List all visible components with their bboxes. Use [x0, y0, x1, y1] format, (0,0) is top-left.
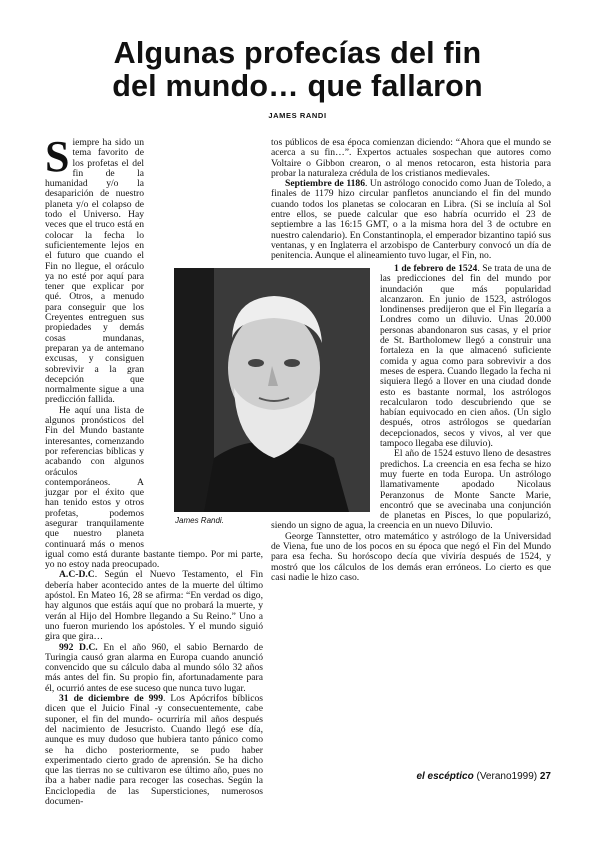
article-title [0, 37, 595, 103]
page-number: 27 [539, 771, 551, 782]
issue-label: (Verano1999) [476, 771, 538, 782]
drop-cap: S [45, 132, 70, 181]
paragraph-lead: A.C-D.C [59, 569, 95, 581]
title-line-1: Algunas profecías del fin [113, 36, 482, 70]
paragraph-lead: 992 D.C. [59, 641, 98, 653]
portrait-image [174, 268, 370, 512]
photo-caption: James Randi. [175, 516, 224, 525]
paragraph-lead: Septiembre de 1186 [285, 178, 365, 190]
portrait-photo [174, 268, 370, 512]
paragraph: He aquí una lista de algunos pronósticos del Fin del Mundo bastante interesantes, comenzando por referencias bíblicas y acabando con algunos oráculos contemporáneos. A juzgar por el éxito que han tenido estos y otros profetas, podemos asegurar tranquilamente que nuestro planeta continuará más o menos igual como está durante bastante tiempo. Por mi parte, yo no estoy nada preocupado. [45, 404, 263, 571]
paragraph: 992 D.C. En el año 960, el sabio Bernardo de Turingia causó gran alarma en Europa cuando anunció convencido que su cálculo daba al mundo sólo 32 años más antes del fin. Su propio fin, afortunadamente para él, ocurrió antes de ese suceso que nunca tuvo lugar. [45, 641, 263, 694]
page-footer [416, 771, 551, 782]
paragraph: Septiembre de 1186. Un astrólogo conocido como Juan de Toledo, a finales de 1179 hizo circular panfletos anunciando el fin del mundo cuando todos los planetas se colocaran en Libra. (Si se incluía al Sol entre ellos, se puede calcular que eso habría ocurrido el 23 de septiembre a las 16:15 GMT, o a la misma hora del 3 de octubre en nuestro calendario). En Constantinopla, el emperador bizantino tapió sus ventanas, y en Inglaterra el arzobispo de Canterbury convocó un día de penitencia. Aunque el alineamiento tuvo lugar, el Fin, no. [271, 178, 551, 262]
paragraph: 31 de diciembre de 999. Los Apócrifos bíblicos dicen que el Juicio Final -y consecuentemente, cabe suponer, el fin del mundo- ocurriría mil años después del nacimiento de Jesucristo. Cuando llegó ese día, aunque es muy dudoso que hubiera tanto pánico como se ha dicho posteriormente, se pudo haber experimentado cierto grado de aprensión. Se ha dicho que las tierras no se cultivaron ese último año, pues no iba a haber nadie para recoger las cosechas. Según la Enciclopedia de las Supersticiones, numerosos documen- [45, 693, 264, 807]
paragraph: tos públicos de esa época comienzan diciendo: “Ahora que el mundo se acerca a su fin…”. Expertos actuales sospechan que autores como Voltaire o Gibbon crearon, o al menos retocaron, esta historia para probar la naturaleza crédula de los cristianos medievales. [271, 137, 551, 179]
paragraph: 1 de febrero de 1524. Se trata de una de las predicciones del fin del mundo por inundación que más popularidad alcanzaron. En junio de 1523, astrólogos londinenses predijeron que el Fin llegaría a Londres como un diluvio. Unas 20.000 personas abandonaron sus casas, y el prior de St. Bartholomew llegó a construir una fortaleza en la que almacenó suficiente comida y agua como para sobrevivir a dos meses de espera. Cuando llegado la fecha ni siquiera llegó a llover en una ciudad donde esto es bastante normal, los astrólogos recalcularon todo descubriendo que se habían equivocado en cien años. (Un siglo después, otros astrólogos se quedarían decepcionados, secos y vivos, al ver que tampoco llegaba ese diluvio). [380, 263, 551, 450]
paragraph: George Tannstetter, otro matemático y astrólogo de la Universidad de Viena, fue uno de los pocos en su época que negó el Fin del Mundo para esa fecha. Su horóscopo decía que viviría después de 1524, y mostró que los cálculos de los demás eran erróneos. Lo cierto es que casi nadie le hizo caso. [271, 530, 551, 583]
author-byline: JAMES RANDI [268, 111, 327, 120]
column-text [271, 138, 551, 262]
paragraph: A.C-D.C. Según el Nuevo Testamento, el Fin debería haber acontecido antes de la muerte del último apóstol. En Mateo 16, 28 se afirma: “En verdad os digo, hay algunos que estáis aquí que no probará la muerte, y verán al Hijo del Hombre llegando a Su Reino.” Uno a uno fueron muriendo los apóstoles. Y el mundo siguió gira que gira… [45, 569, 263, 643]
paragraph: iempre ha sido un tema favorito de los profetas el del fin de la humanidad y/o la desaparición de nuestro planeta y/o el colapso de todo el Universo. Hay veces que el truco está en colocar la fecha lo suficientemente lejos en el futuro que cuando el Fin no llegue, el oráculo ya no esté por aquí para tener que explicar por qué. Otros, a menudo para conseguir que los Creyentes entreguen sus propiedades y demás cosas mundanas, preparan ya de antemano excusas, y consiguen sobrevivir a la gran decepción que normalmente sigue a una predicción fallida. [45, 137, 144, 406]
paragraph-lead: 31 de diciembre de 999 [59, 693, 164, 705]
paragraph: El año de 1524 estuvo lleno de desastres predichos. La creencia en esa fecha se hizo muy fuerte en toda Europa. Un astrólogo llamativamente apodado Nicolaus Peranzonus de Monte Sancte Marie, encontró que se avecinaba una conjunción de planetas en Pisces, lo que popularizó, siendo un signo de agua, la creencia en un nuevo Diluvio. [271, 448, 551, 532]
paragraph-lead: 1 de febrero de 1524 [394, 263, 478, 274]
title-line-2: del mundo… que fallaron [112, 69, 483, 103]
magazine-name: el escéptico [416, 771, 474, 782]
